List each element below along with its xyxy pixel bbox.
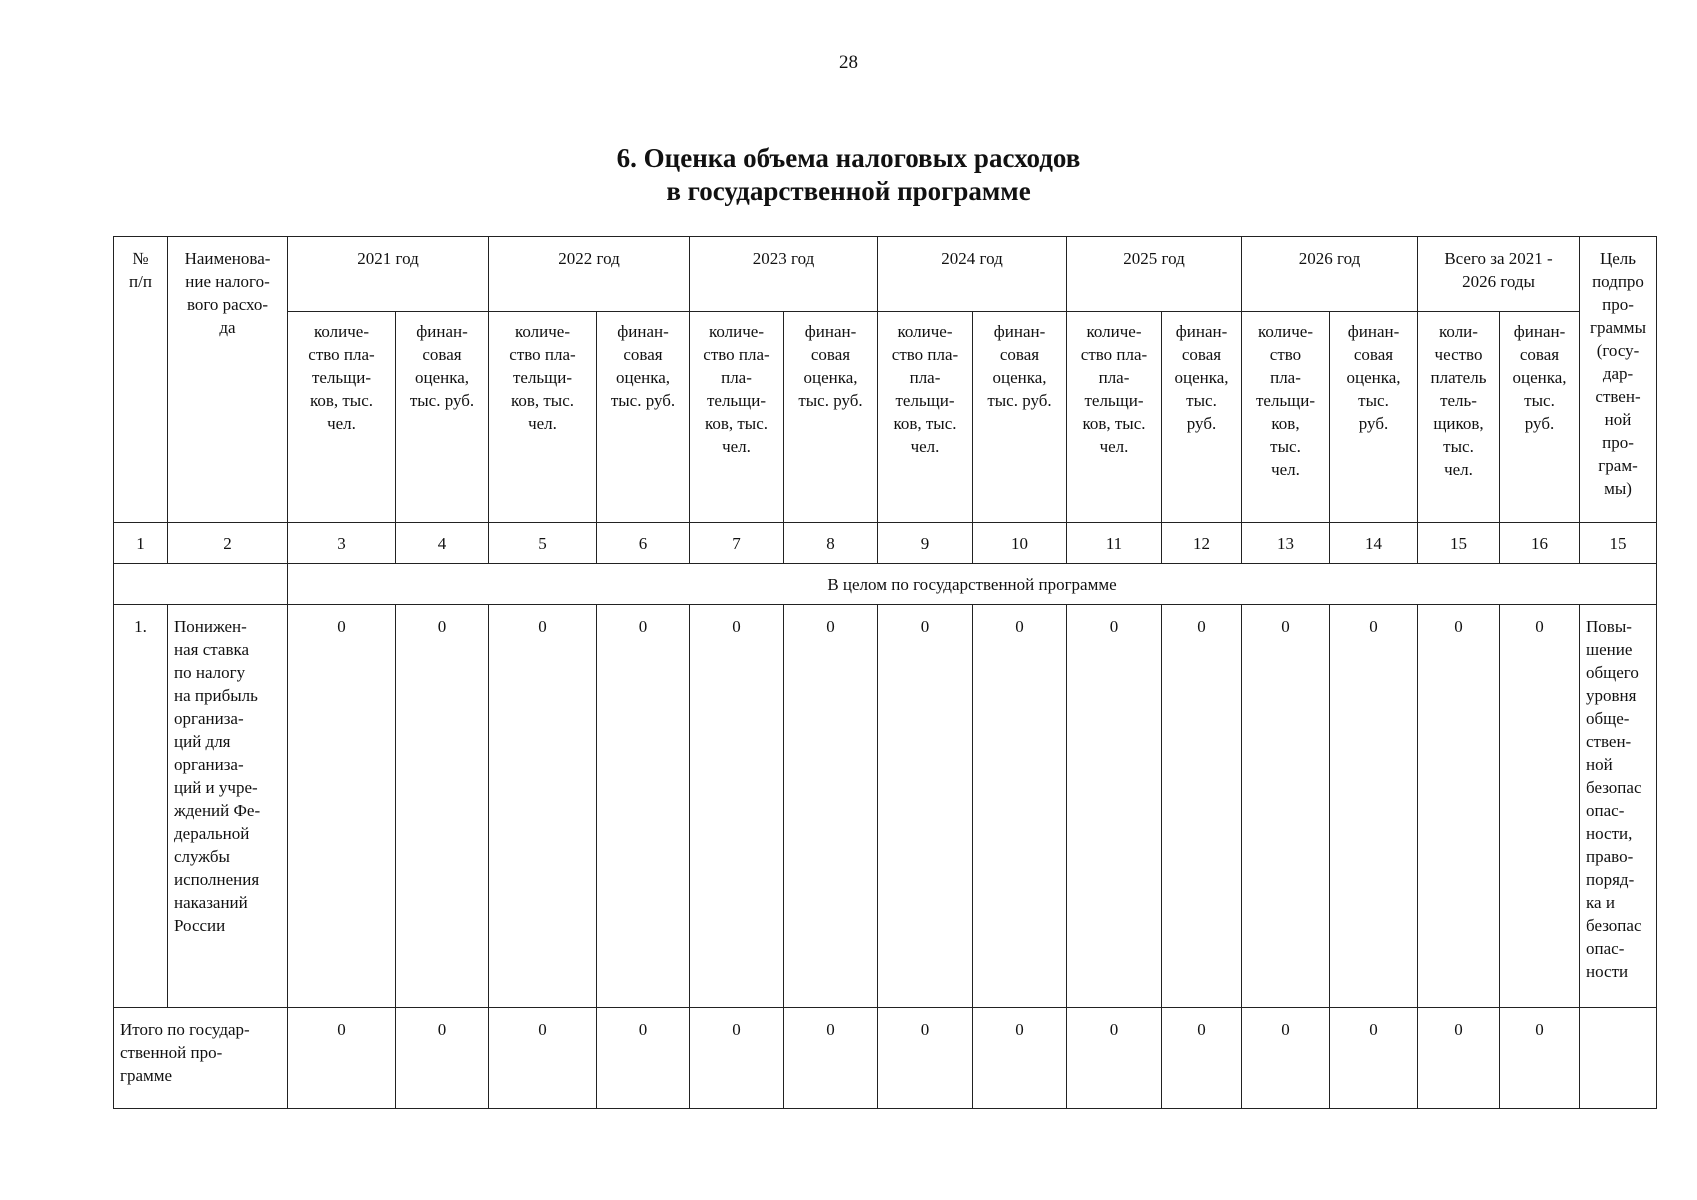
header-row-years bbox=[114, 237, 1657, 312]
column-number: 10 bbox=[973, 523, 1067, 564]
column-number: 5 bbox=[489, 523, 597, 564]
subheader-payers: количе- ство пла- пла- тельщи- ков, тыс. чел. bbox=[1067, 312, 1162, 523]
section-row bbox=[114, 564, 1657, 605]
column-number: 7 bbox=[690, 523, 784, 564]
header-goal: Цель подпро про- граммы (госу- дар- ствен- ной про- грам- мы) bbox=[1580, 237, 1657, 523]
total-label: Итого по государ- ственной про- грамме bbox=[114, 1008, 288, 1109]
item-value: 0 bbox=[878, 605, 973, 1008]
subheader-estimate: финан- совая оценка, тыс. руб. bbox=[1330, 312, 1418, 523]
title-line-2: в государственной программе bbox=[666, 176, 1031, 206]
column-number: 8 bbox=[784, 523, 878, 564]
column-number: 9 bbox=[878, 523, 973, 564]
subheader-payers: количе- ство пла- тельщи- ков, тыс. чел. bbox=[288, 312, 396, 523]
column-number: 1 bbox=[114, 523, 168, 564]
section-label: В целом по государственной программе bbox=[288, 564, 1657, 605]
subheader-payers: количе- ство пла- пла- тельщи- ков, тыс. чел. bbox=[690, 312, 784, 523]
column-number: 2 bbox=[168, 523, 288, 564]
total-value: 0 bbox=[878, 1008, 973, 1109]
header-year-2026: 2026 год bbox=[1242, 237, 1418, 312]
item-value: 0 bbox=[1500, 605, 1580, 1008]
header-year-2023: 2023 год bbox=[690, 237, 878, 312]
subheader-estimate: финан- совая оценка, тыс. руб. bbox=[1162, 312, 1242, 523]
column-number: 15 bbox=[1580, 523, 1657, 564]
total-value: 0 bbox=[1418, 1008, 1500, 1109]
item-goal: Повы- шение общего уровня обще- ствен- ной безопас опас- ности, право- поряд- ка и безопас опас- ности bbox=[1580, 605, 1657, 1008]
subheader-estimate: финан- совая оценка, тыс. руб. bbox=[396, 312, 489, 523]
column-number: 16 bbox=[1500, 523, 1580, 564]
subheader-estimate: финан- совая оценка, тыс. руб. bbox=[784, 312, 878, 523]
item-value: 0 bbox=[690, 605, 784, 1008]
header-row-sub bbox=[114, 312, 1657, 523]
item-value: 0 bbox=[784, 605, 878, 1008]
subheader-estimate: финан- совая оценка, тыс. руб. bbox=[597, 312, 690, 523]
column-number: 11 bbox=[1067, 523, 1162, 564]
total-value: 0 bbox=[288, 1008, 396, 1109]
total-value: 0 bbox=[597, 1008, 690, 1109]
table-row bbox=[114, 605, 1657, 1008]
subheader-payers: количе- ство пла- тельщи- ков, тыс. чел. bbox=[489, 312, 597, 523]
subheader-estimate: финан- совая оценка, тыс. руб. bbox=[1500, 312, 1580, 523]
total-value: 0 bbox=[489, 1008, 597, 1109]
item-number: 1. bbox=[114, 605, 168, 1008]
total-value: 0 bbox=[1242, 1008, 1330, 1109]
total-value: 0 bbox=[973, 1008, 1067, 1109]
page-title bbox=[0, 142, 1697, 208]
total-goal-empty bbox=[1580, 1008, 1657, 1109]
header-name: Наименова- ние налого- вого расхо- да bbox=[168, 237, 288, 523]
item-value: 0 bbox=[597, 605, 690, 1008]
header-year-2025: 2025 год bbox=[1067, 237, 1242, 312]
total-value: 0 bbox=[1067, 1008, 1162, 1109]
column-numbers-row bbox=[114, 523, 1657, 564]
column-number: 14 bbox=[1330, 523, 1418, 564]
header-num: № п/п bbox=[114, 237, 168, 523]
header-year-2024: 2024 год bbox=[878, 237, 1067, 312]
column-number: 15 bbox=[1418, 523, 1500, 564]
item-value: 0 bbox=[973, 605, 1067, 1008]
total-value: 0 bbox=[1162, 1008, 1242, 1109]
total-value: 0 bbox=[1330, 1008, 1418, 1109]
page-number: 28 bbox=[839, 52, 858, 73]
total-value: 0 bbox=[784, 1008, 878, 1109]
total-value: 0 bbox=[396, 1008, 489, 1109]
item-value: 0 bbox=[288, 605, 396, 1008]
column-number: 12 bbox=[1162, 523, 1242, 564]
item-value: 0 bbox=[1330, 605, 1418, 1008]
header-total-years: Всего за 2021 - 2026 годы bbox=[1418, 237, 1580, 312]
column-number: 13 bbox=[1242, 523, 1330, 564]
header-year-2021: 2021 год bbox=[288, 237, 489, 312]
item-value: 0 bbox=[489, 605, 597, 1008]
item-value: 0 bbox=[1242, 605, 1330, 1008]
title-line-1: 6. Оценка объема налоговых расходов bbox=[616, 143, 1081, 173]
item-value: 0 bbox=[396, 605, 489, 1008]
subheader-payers: количе- ство пла- тельщи- ков, тыс. чел. bbox=[1242, 312, 1330, 523]
item-value: 0 bbox=[1418, 605, 1500, 1008]
total-row bbox=[114, 1008, 1657, 1109]
tax-expenditure-table bbox=[113, 236, 1657, 1109]
item-name: Понижен- ная ставка по налогу на прибыль организа- ций для организа- ций и учре- ждений Фе- деральной службы исполнения наказаний России bbox=[168, 605, 288, 1008]
total-value: 0 bbox=[1500, 1008, 1580, 1109]
subheader-payers: коли- чество платель тель- щиков, тыс. чел. bbox=[1418, 312, 1500, 523]
column-number: 4 bbox=[396, 523, 489, 564]
subheader-estimate: финан- совая оценка, тыс. руб. bbox=[973, 312, 1067, 523]
total-value: 0 bbox=[690, 1008, 784, 1109]
section-empty-cell bbox=[114, 564, 288, 605]
column-number: 6 bbox=[597, 523, 690, 564]
header-year-2022: 2022 год bbox=[489, 237, 690, 312]
subheader-payers: количе- ство пла- пла- тельщи- ков, тыс. чел. bbox=[878, 312, 973, 523]
item-value: 0 bbox=[1067, 605, 1162, 1008]
column-number: 3 bbox=[288, 523, 396, 564]
item-value: 0 bbox=[1162, 605, 1242, 1008]
